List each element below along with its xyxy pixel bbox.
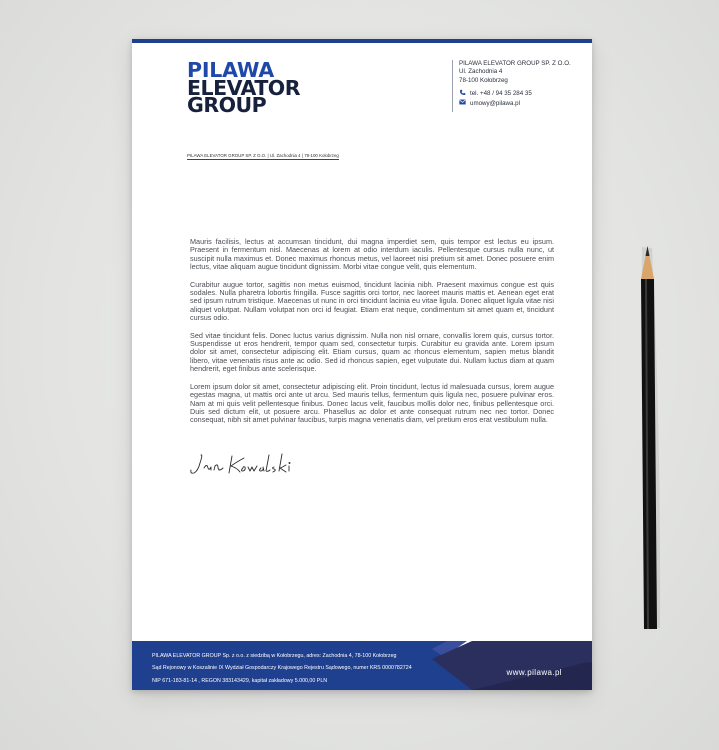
- contact-email[interactable]: umowy@pilawa.pl: [470, 99, 520, 107]
- paragraph: Lorem ipsum dolor sit amet, consectetur adipiscing elit. Proin tincidunt, lectus id malesuada cursus, lorem augue egestas magna, ut mattis orci ante ut arcu. Sed mauris tellus, fermentum quis ligula nec, posuere pulvinar eros. Nam at mi quis velit pellentesque finibus. Donec lacus velit, faucibus mollis dolor nec, finibus pellentesque orci. Duis sed dictum elit, ut posuere arcu. Phasellus ac dolor et ante consequat rutrum nec nec tortor. Donec consequat, nibh sit amet pulvinar faucibus, turpis magna venenatis diam, vel pretium eros erat vestibulum nulla.: [190, 381, 554, 425]
- paragraph: Mauris facilisis, lectus at accumsan tincidunt, dui magna imperdiet sem, quis tempor est lectus eu ipsum. Praesent in fermentum nisl. Maecenas at lorem at odio interdum iaculis. Pellentesque cursus nulla nunc, ut suscipit nulla maximus et. Donec maximus rhoncus metus, vel laoreet nisi pretium sit amet. Donec posuere enim lectus, vitae aliquam augue tincidunt dignissim. Morbi vitae congue velit, quis elementum.: [190, 237, 554, 272]
- contact-city: 78-100 Kołobrzeg: [459, 76, 508, 84]
- sender-address-line: PILAWA ELEVATOR GROUP SP. Z O.O. | Ul. Zachodnia 4 | 78-100 Kołobrzeg: [187, 153, 339, 158]
- logo-line-1: PILAWA: [187, 58, 275, 82]
- footer-line-1: PILAWA ELEVATOR GROUP Sp. z o.o. z siedzibą w Kołobrzegu, adres: Zachodnia 4, 78-100 Kołobrzeg: [152, 653, 397, 659]
- footer-line-3: NIP 671-183-81-14 , REGON 383143429, kapitał zakładowy 5.000,00 PLN: [152, 677, 328, 684]
- paragraph: Curabitur augue tortor, sagittis non metus euismod, tincidunt lacinia nibh. Praesent maximus congue est quis sodales. Nulla pharetra lobortis fringilla. Fusce sagittis orci tortor, nec laoreet mauris mattis et. Aenean eget erat sed ipsum rutrum tristique. Maecenas ut nunc in orci tincidunt lacinia eu vitae ligula. Donec aliquet ligula vitae nisi aliquet volutpat. Nullam volutpat non orci id feugiat. Etiam erat neque, condimentum sit amet quam et, tincidunt cursus odio.: [190, 279, 554, 323]
- paragraph: Sed vitae tincidunt felis. Donec luctus varius dignissim. Nulla non nisl ornare, convallis lorem quis, cursus tortor. Suspendisse ut eros hendrerit, tempor quam sed, consectetur turpis. Curabitur eu gravida ante. Lorem ipsum dolor sit amet, consectetur adipiscing elit. Etiam cursus, quam ac rhoncus elementum, sapien metus blandit libero, vitae venenatis risus ante ac odio. Sed id rhoncus sapien, eget vulputate dui. Nullam luctus diam at quam hendrerit, eget finibus ante scelerisque.: [190, 330, 554, 374]
- footer-website-link[interactable]: www.pilawa.pl: [506, 668, 562, 677]
- contact-company: PILAWA ELEVATOR GROUP SP. Z O.O.: [459, 60, 571, 67]
- logo-line-3: GROUP: [187, 93, 267, 117]
- logo-line-2: ELEVATOR: [187, 75, 301, 100]
- contact-phone: tel. +48 / 94 35 284 35: [470, 89, 532, 97]
- contact-street: Ul. Zachodnia 4: [459, 68, 503, 76]
- footer-line-2: Sąd Rejonowy w Koszalinie IX Wydział Gospodarczy Krajowego Rejestru Sądowego, numer KRS 0000782724: [152, 665, 412, 672]
